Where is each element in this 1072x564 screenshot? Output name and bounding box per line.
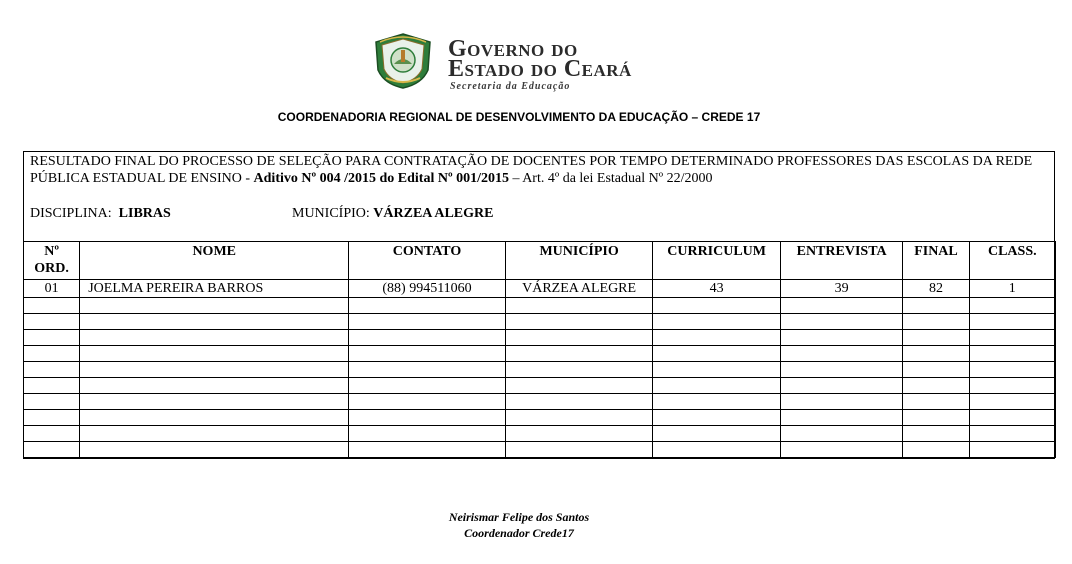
discipline-value: LIBRAS [118, 206, 171, 221]
table-header-row [24, 242, 1056, 280]
discipline-label: DISCIPLINA: [30, 206, 119, 221]
empty-table-row [24, 426, 1056, 442]
empty-table-row [24, 394, 1056, 410]
signature-name: Neirismar Felipe dos Santos [448, 510, 590, 524]
empty-table-row [24, 346, 1056, 362]
cell-interview: 39 [780, 280, 902, 298]
header-class: CLASS. [969, 242, 1055, 280]
header-order: Nº ORD. [24, 242, 80, 280]
intro-text: RESULTADO FINAL DO PROCESSO DE SELEÇÃO PARA CONTRATAÇÃO DE DOCENTES POR TEMPO DETERMINADO PROFESSORES DAS ESCOLAS DA REDE PÚBLICA ESTADUAL DE ENSINO - [30, 154, 1033, 186]
government-header [372, 32, 692, 96]
header-name: NOME [80, 242, 349, 280]
empty-table-row [24, 410, 1056, 426]
table-row [24, 280, 1056, 298]
state-coat-of-arms-icon [372, 32, 434, 90]
cell-final: 82 [903, 280, 969, 298]
empty-table-row [24, 442, 1056, 458]
empty-table-row [24, 298, 1056, 314]
empty-table-row [24, 330, 1056, 346]
results-intro [30, 153, 1050, 187]
municipality-line [292, 206, 493, 222]
municipality-label: MUNICÍPIO: [292, 206, 374, 221]
cell-contact: (88) 994511060 [349, 280, 506, 298]
intro-law: – Art. 4º da lei Estadual Nº 22/2000 [508, 171, 713, 186]
header-municipality: MUNICÍPIO [505, 242, 653, 280]
coordination-heading: COORDENADORIA REGIONAL DE DESENVOLVIMENTO DA EDUCAÇÃO – CREDE 17 [277, 110, 761, 124]
government-title-line2: Estado do Ceará [448, 56, 632, 82]
cell-class: 1 [969, 280, 1055, 298]
cell-name: JOELMA PEREIRA BARROS [80, 280, 349, 298]
cell-curriculum: 43 [653, 280, 780, 298]
empty-table-row [24, 378, 1056, 394]
cell-municipality: VÁRZEA ALEGRE [505, 280, 653, 298]
header-contact: CONTATO [349, 242, 506, 280]
header-interview: ENTREVISTA [780, 242, 902, 280]
municipality-value: VÁRZEA ALEGRE [373, 206, 494, 221]
cell-order: 01 [24, 280, 80, 298]
discipline-line [30, 206, 171, 222]
intro-addendum: Aditivo Nº 004 /2015 do Edital Nº 001/2015 [253, 171, 509, 186]
government-title-line1: Governo do [448, 36, 578, 62]
empty-table-row [24, 362, 1056, 378]
header-final: FINAL [903, 242, 969, 280]
empty-table-row [24, 314, 1056, 330]
signature-role: Coordenador Crede17 [464, 526, 574, 540]
header-curriculum: CURRICULUM [653, 242, 780, 280]
secretariat-subtitle: Secretaria da Educação [450, 81, 571, 92]
results-table [23, 241, 1056, 458]
